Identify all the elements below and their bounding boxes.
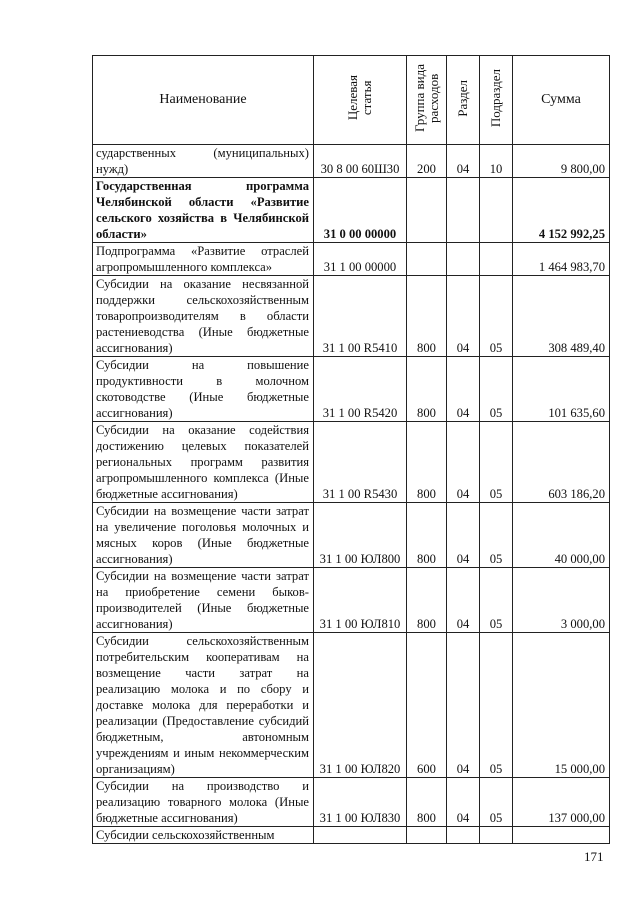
cell-subsection: 05 xyxy=(480,422,513,503)
table-row xyxy=(93,422,610,503)
cell-section: 04 xyxy=(447,568,480,633)
cell-subsection: 05 xyxy=(480,276,513,357)
cell-group: 600 xyxy=(407,633,447,778)
cell-subsection: 05 xyxy=(480,568,513,633)
cell-group: 800 xyxy=(407,422,447,503)
cell-subsection: 05 xyxy=(480,357,513,422)
cell-section: 04 xyxy=(447,633,480,778)
cell-section: 04 xyxy=(447,503,480,568)
header-subsection-text: Подраздел xyxy=(488,68,503,128)
cell-group: 800 xyxy=(407,568,447,633)
cell-subsection xyxy=(480,178,513,243)
table-row xyxy=(93,243,610,276)
table-row xyxy=(93,778,610,827)
cell-subsection: 05 xyxy=(480,778,513,827)
cell-sum: 3 000,00 xyxy=(513,568,610,633)
table-row xyxy=(93,503,610,568)
cell-name: Субсидии сельскохозяйственным потребительским кооперативам на возмещение части затрат на реализацию молока и по сбору и доставке молока для переработки и реализации (Предоставление субсидий бюджетным, автономным учреждениям и иным некоммерческим организациям) xyxy=(93,633,314,778)
table-row xyxy=(93,827,610,844)
table-row xyxy=(93,568,610,633)
header-target-text: Целевая статья xyxy=(345,75,374,121)
cell-subsection xyxy=(480,243,513,276)
cell-target: 31 1 00 R5410 xyxy=(314,276,407,357)
budget-table xyxy=(92,55,610,844)
cell-name: сударственных (муниципальных) нужд) xyxy=(93,145,314,178)
table-row xyxy=(93,145,610,178)
table-header-row xyxy=(93,56,610,145)
page-number: 171 xyxy=(584,849,604,864)
cell-name: Подпрограмма «Развитие отраслей агропромышленного комплекса» xyxy=(93,243,314,276)
header-group-text: Группа вида расходов xyxy=(411,64,441,132)
cell-subsection: 05 xyxy=(480,503,513,568)
cell-sum: 1 464 983,70 xyxy=(513,243,610,276)
table-row xyxy=(93,178,610,243)
cell-sum: 603 186,20 xyxy=(513,422,610,503)
cell-sum: 4 152 992,25 xyxy=(513,178,610,243)
header-sum: Сумма xyxy=(513,56,610,145)
cell-section: 04 xyxy=(447,276,480,357)
header-subsection xyxy=(480,56,513,145)
cell-section xyxy=(447,827,480,844)
cell-target: 31 0 00 00000 xyxy=(314,178,407,243)
cell-target: 30 8 00 60Ш30 xyxy=(314,145,407,178)
cell-section: 04 xyxy=(447,145,480,178)
cell-group xyxy=(407,178,447,243)
cell-section xyxy=(447,243,480,276)
cell-sum: 137 000,00 xyxy=(513,778,610,827)
table-row xyxy=(93,633,610,778)
cell-group: 800 xyxy=(407,357,447,422)
cell-group: 800 xyxy=(407,503,447,568)
cell-group xyxy=(407,827,447,844)
header-section xyxy=(447,56,480,145)
cell-sum: 40 000,00 xyxy=(513,503,610,568)
cell-section: 04 xyxy=(447,357,480,422)
header-section-text: Раздел xyxy=(455,79,470,117)
cell-name: Субсидии на оказание содействия достижению целевых показателей региональных программ развития агропромышленного комплекса (Иные бюджетные ассигнования) xyxy=(93,422,314,503)
cell-section: 04 xyxy=(447,778,480,827)
cell-target: 31 1 00 ЮЛ810 xyxy=(314,568,407,633)
cell-target: 31 1 00 R5430 xyxy=(314,422,407,503)
cell-subsection: 05 xyxy=(480,633,513,778)
header-name: Наименование xyxy=(93,56,314,145)
cell-group: 800 xyxy=(407,778,447,827)
cell-sum xyxy=(513,827,610,844)
cell-name: Субсидии на возмещение части затрат на увеличение поголовья молочных и мясных коров (Иные бюджетные ассигнования) xyxy=(93,503,314,568)
table-row xyxy=(93,357,610,422)
cell-name: Государственная программа Челябинской области «Развитие сельского хозяйства в Челябинской области» xyxy=(93,178,314,243)
cell-sum: 101 635,60 xyxy=(513,357,610,422)
cell-target: 31 1 00 ЮЛ830 xyxy=(314,778,407,827)
cell-name: Субсидии на оказание несвязанной поддержки сельскохозяйственным товаропроизводителям в области растениеводства (Иные бюджетные ассигнования) xyxy=(93,276,314,357)
cell-target: 31 1 00 R5420 xyxy=(314,357,407,422)
cell-subsection: 10 xyxy=(480,145,513,178)
cell-group xyxy=(407,243,447,276)
cell-name: Субсидии на повышение продуктивности в молочном скотоводстве (Иные бюджетные ассигнования) xyxy=(93,357,314,422)
cell-section: 04 xyxy=(447,422,480,503)
cell-target: 31 1 00 00000 xyxy=(314,243,407,276)
cell-sum: 308 489,40 xyxy=(513,276,610,357)
table-row xyxy=(93,276,610,357)
cell-name: Субсидии сельскохозяйственным xyxy=(93,827,314,844)
cell-section xyxy=(447,178,480,243)
cell-group: 800 xyxy=(407,276,447,357)
cell-target xyxy=(314,827,407,844)
cell-target: 31 1 00 ЮЛ800 xyxy=(314,503,407,568)
header-group xyxy=(407,56,447,145)
header-target xyxy=(314,56,407,145)
cell-group: 200 xyxy=(407,145,447,178)
cell-subsection xyxy=(480,827,513,844)
cell-sum: 15 000,00 xyxy=(513,633,610,778)
cell-sum: 9 800,00 xyxy=(513,145,610,178)
cell-name: Субсидии на возмещение части затрат на приобретение семени быков-производителей (Иные бюджетные ассигнования) xyxy=(93,568,314,633)
cell-target: 31 1 00 ЮЛ820 xyxy=(314,633,407,778)
cell-name: Субсидии на производство и реализацию товарного молока (Иные бюджетные ассигнования) xyxy=(93,778,314,827)
